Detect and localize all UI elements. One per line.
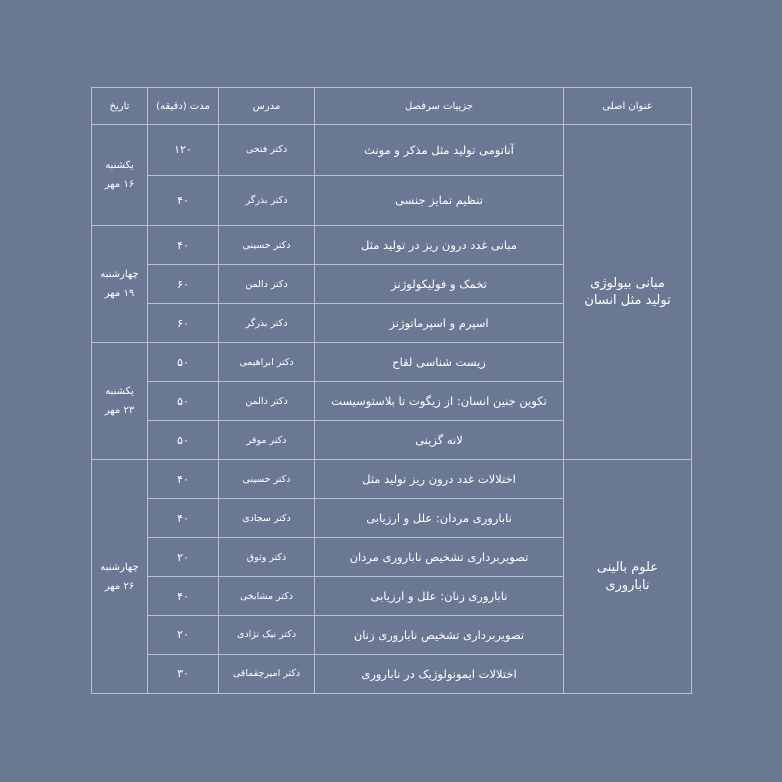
course-schedule-table <box>91 87 692 694</box>
topic-cell: اسپرم و اسپرماتوژنز <box>315 304 564 343</box>
duration-cell: ۴۰ <box>148 577 219 616</box>
teacher-cell: دکتر ابراهیمی <box>219 343 315 382</box>
topic-cell: آناتومی تولید مثل مذکر و مونث <box>315 125 564 176</box>
topic-cell: مبانی غدد درون ریز در تولید مثل <box>315 226 564 265</box>
topic-cell: ناباروری مردان: علل و ارزیابی <box>315 499 564 538</box>
topic-cell: تنظیم تمایز جنسی <box>315 175 564 226</box>
topic-cell: تصویربرداری تشخیص ناباروری مردان <box>315 538 564 577</box>
teacher-cell: دکتر نیک نژادی <box>219 616 315 655</box>
teacher-cell: دکتر حسینی <box>219 460 315 499</box>
duration-cell: ۴۰ <box>148 499 219 538</box>
section-title-line: علوم بالینی <box>596 560 659 576</box>
topic-cell: ناباروری زنان: علل و ارزیابی <box>315 577 564 616</box>
section-title-line: مبانی بیولوژی <box>590 275 665 291</box>
duration-cell: ۴۰ <box>148 226 219 265</box>
table-row <box>92 460 692 499</box>
topic-cell: تخمک و فولیکولوژنز <box>315 265 564 304</box>
topic-cell: اختلالات ایمونولوژیک در ناباروری <box>315 654 564 693</box>
teacher-cell: دکتر بذرگر <box>219 175 315 226</box>
duration-cell: ۵۰ <box>148 382 219 421</box>
teacher-cell: دکتر فتحی <box>219 125 315 176</box>
date-cell <box>92 460 148 694</box>
header-main-title: عنوان اصلی <box>564 88 692 125</box>
date-label: ۲۶ مهر <box>104 580 135 592</box>
header-duration: مدت (دقیقه) <box>148 88 219 125</box>
topic-cell: تصویربرداری تشخیص ناباروری زنان <box>315 616 564 655</box>
section-title <box>564 125 692 460</box>
teacher-cell: دکتر امیرچقماقی <box>219 654 315 693</box>
teacher-cell: دکتر بذرگر <box>219 304 315 343</box>
duration-cell: ۵۰ <box>148 343 219 382</box>
header-date: تاریخ <box>92 88 148 125</box>
table-row <box>92 125 692 176</box>
duration-cell: ۱۲۰ <box>148 125 219 176</box>
weekday-label: چهارشنبه <box>100 561 139 573</box>
topic-cell: زیست شناسی لقاح <box>315 343 564 382</box>
date-label: ۲۳ مهر <box>104 405 135 417</box>
header-row <box>92 88 692 125</box>
teacher-cell: دکتر وثوق <box>219 538 315 577</box>
topic-cell: اختلالات غدد درون ریز تولید مثل <box>315 460 564 499</box>
teacher-cell: دکتر حسینی <box>219 226 315 265</box>
duration-cell: ۲۰ <box>148 616 219 655</box>
duration-cell: ۶۰ <box>148 304 219 343</box>
date-label: ۱۶ مهر <box>104 179 135 191</box>
teacher-cell: دکتر دالمن <box>219 265 315 304</box>
date-cell <box>92 343 148 460</box>
section-title-line: ناباروری <box>605 577 650 593</box>
duration-cell: ۴۰ <box>148 460 219 499</box>
header-topic: جزییات سرفصل <box>315 88 564 125</box>
teacher-cell: دکتر دالمن <box>219 382 315 421</box>
duration-cell: ۶۰ <box>148 265 219 304</box>
topic-cell: تکوین جنین انسان: از زیگوت تا بلاستوسیست <box>315 382 564 421</box>
topic-cell: لانه گزینی <box>315 421 564 460</box>
weekday-label: چهارشنبه <box>100 269 139 281</box>
date-cell <box>92 125 148 226</box>
weekday-label: یکشنبه <box>105 386 134 398</box>
teacher-cell: دکتر سجادی <box>219 499 315 538</box>
duration-cell: ۵۰ <box>148 421 219 460</box>
teacher-cell: دکتر مشایخی <box>219 577 315 616</box>
date-label: ۱۹ مهر <box>104 288 135 300</box>
section-title <box>564 460 692 694</box>
header-teacher: مدرس <box>219 88 315 125</box>
teacher-cell: دکتر موقر <box>219 421 315 460</box>
weekday-label: یکشنبه <box>105 160 134 172</box>
date-cell <box>92 226 148 343</box>
duration-cell: ۳۰ <box>148 654 219 693</box>
schedule-body <box>92 125 692 694</box>
section-title-line: تولید مثل انسان <box>584 293 671 309</box>
duration-cell: ۴۰ <box>148 175 219 226</box>
duration-cell: ۲۰ <box>148 538 219 577</box>
